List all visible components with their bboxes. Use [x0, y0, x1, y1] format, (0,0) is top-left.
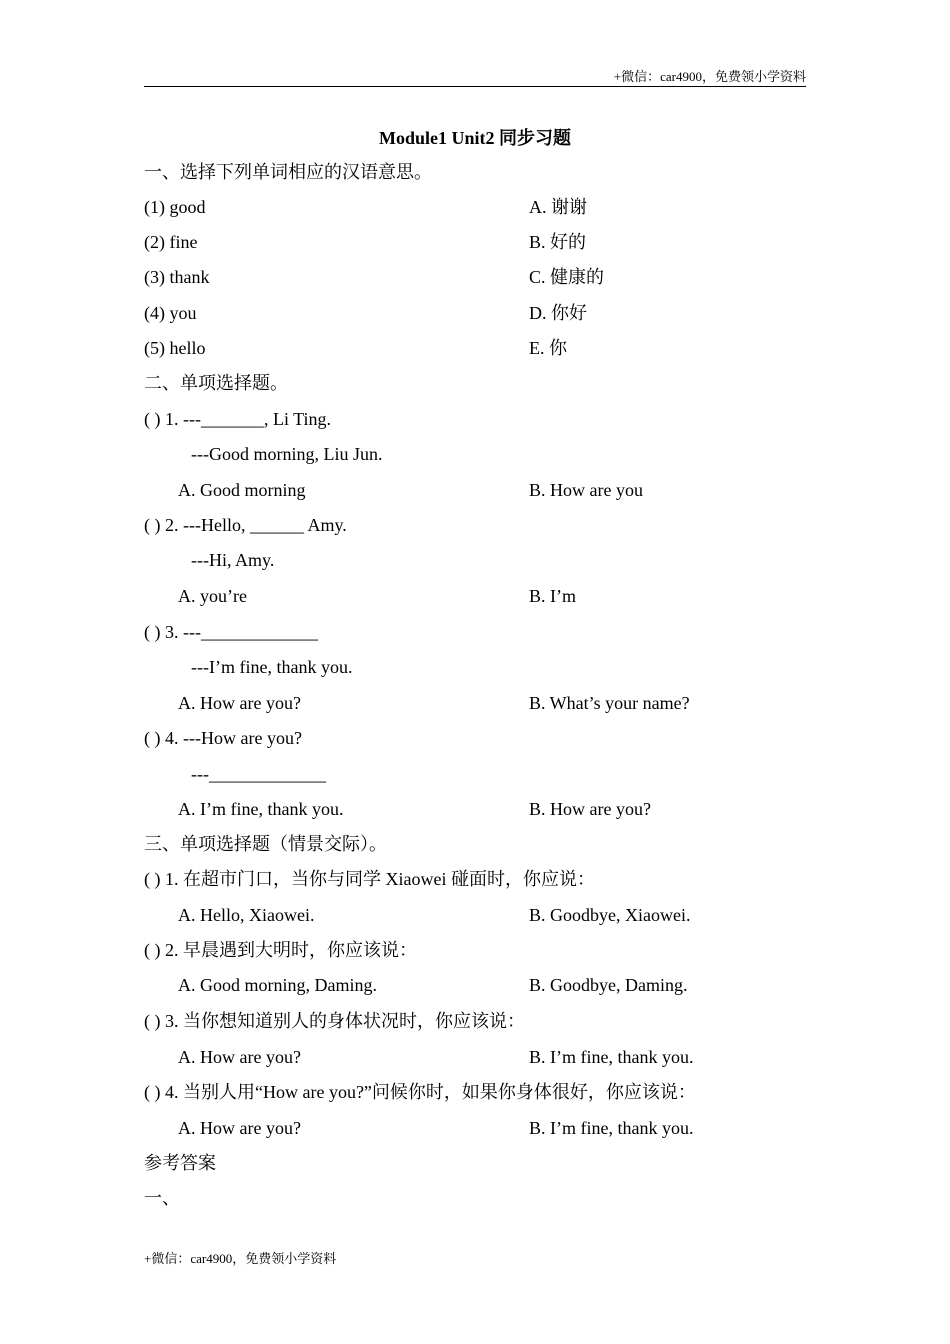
page-footer: +微信：car4900，免费领小学资料	[144, 1251, 337, 1266]
option-a: A. Hello, Xiaowei.	[178, 905, 315, 925]
word-item: (3) thank	[144, 267, 210, 287]
option-a: A. Good morning, Daming.	[178, 975, 377, 995]
question-reply: ---Good morning, Liu Jun.	[191, 444, 383, 464]
meaning-item: C. 健康的	[529, 267, 605, 287]
option-b: B. How are you?	[529, 799, 651, 819]
question-stem: ( ) 2. ---Hello, ______ Amy.	[144, 515, 347, 535]
question-stem: ( ) 4. 当别人用“How are you?”问候你时，如果你身体很好，你应该说：	[144, 1082, 696, 1102]
option-b: B. I’m fine, thank you.	[529, 1118, 694, 1138]
meaning-item: D. 你好	[529, 303, 587, 323]
option-b: B. I’m fine, thank you.	[529, 1047, 694, 1067]
option-a: A. How are you?	[178, 1118, 301, 1138]
meaning-item: A. 谢谢	[529, 197, 587, 217]
section3-heading: 三、单项选择题（情景交际）。	[144, 834, 387, 854]
header-text: +微信：car4900，免费领小学资料	[613, 69, 806, 84]
question-reply: ---I’m fine, thank you.	[191, 657, 353, 677]
question-stem: ( ) 3. 当你想知道别人的身体状况时，你应该说：	[144, 1011, 525, 1031]
question-stem: ( ) 1. 在超市门口，当你与同学 Xiaowei 碰面时，你应说：	[144, 869, 595, 889]
option-a: A. I’m fine, thank you.	[178, 799, 344, 819]
option-a: A. Good morning	[178, 480, 306, 500]
question-reply: ---Hi, Amy.	[191, 550, 275, 570]
answers-heading: 参考答案	[144, 1153, 216, 1173]
page-header	[144, 66, 806, 87]
word-item: (2) fine	[144, 232, 198, 252]
option-b: B. How are you	[529, 480, 643, 500]
question-stem: ( ) 1. ---_______, Li Ting.	[144, 409, 332, 429]
meaning-item: E. 你	[529, 338, 567, 358]
option-b: B. Goodbye, Daming.	[529, 975, 688, 995]
question-stem: ( ) 4. ---How are you?	[144, 728, 302, 748]
option-b: B. Goodbye, Xiaowei.	[529, 905, 691, 925]
section2-heading: 二、单项选择题。	[144, 373, 288, 393]
option-a: A. How are you?	[178, 693, 301, 713]
option-a: A. How are you?	[178, 1047, 301, 1067]
question-reply: ---_____________	[191, 764, 326, 784]
question-stem: ( ) 3. ---_____________	[144, 622, 318, 642]
answers-section1-label: 一、	[144, 1188, 180, 1208]
word-item: (4) you	[144, 303, 197, 323]
page-title: Module1 Unit2 同步习题	[378, 128, 571, 148]
word-item: (5) hello	[144, 338, 206, 358]
option-b: B. What’s your name?	[529, 693, 690, 713]
question-stem: ( ) 2. 早晨遇到大明时，你应该说：	[144, 940, 417, 960]
section1-heading: 一、选择下列单词相应的汉语意思。	[144, 162, 432, 182]
option-b: B. I’m	[529, 586, 576, 606]
option-a: A. you’re	[178, 586, 247, 606]
meaning-item: B. 好的	[529, 232, 587, 252]
word-item: (1) good	[144, 197, 206, 217]
